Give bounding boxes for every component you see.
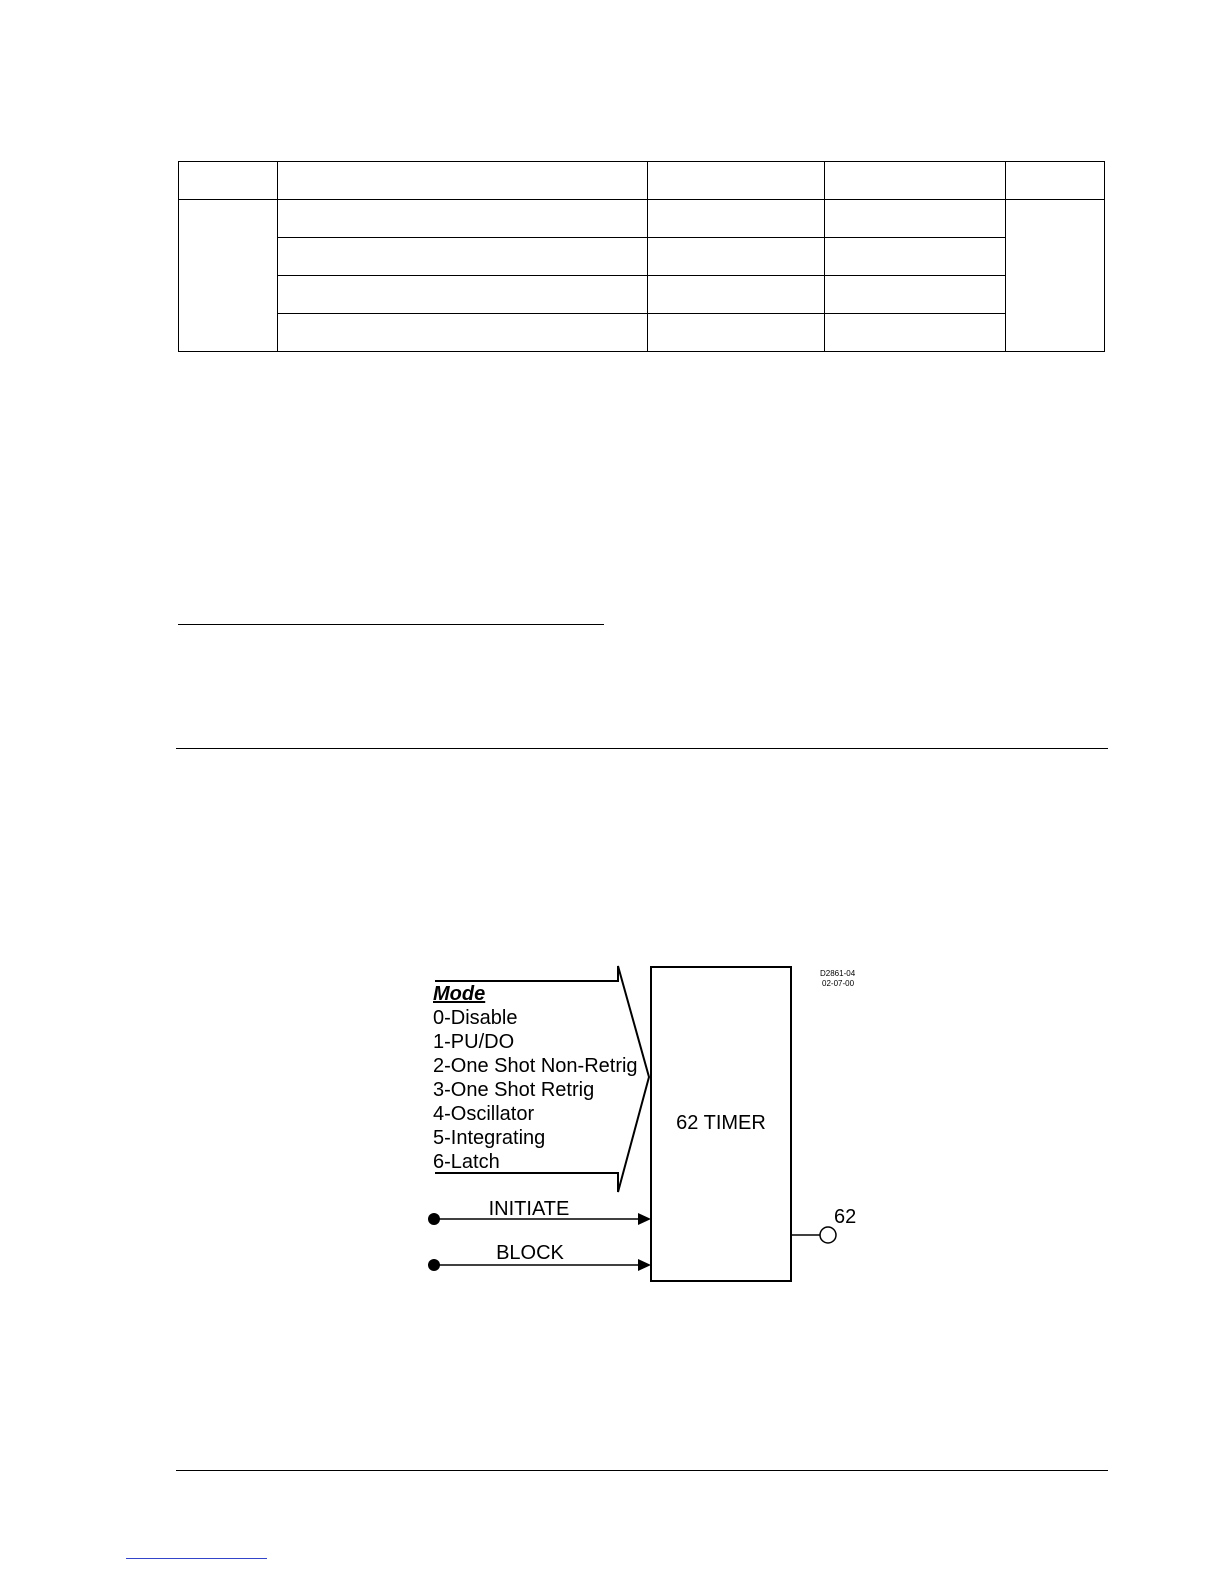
drawing-date: 02-07-00 [822,979,855,988]
drawing-number: D2861-04 [820,969,856,978]
timer-block-label: 62 TIMER [676,1112,766,1134]
mode-item: 2-One Shot Non-Retrig [433,1055,638,1077]
initiate-label: INITIATE [488,1198,570,1220]
output-label: 62 [834,1206,857,1228]
output-terminal [820,1227,836,1243]
mode-item: 0-Disable [433,1007,518,1029]
block-arrowhead [638,1259,651,1271]
mode-item: 1-PU/DO [433,1031,515,1053]
mode-item: 4-Oscillator [433,1103,535,1125]
initiate-arrowhead [638,1213,651,1225]
mode-item: 6-Latch [433,1151,500,1173]
mode-title: Mode [433,983,486,1005]
block-label: BLOCK [496,1242,564,1264]
mode-item: 5-Integrating [433,1127,546,1149]
mode-item: 3-One Shot Retrig [433,1079,595,1101]
